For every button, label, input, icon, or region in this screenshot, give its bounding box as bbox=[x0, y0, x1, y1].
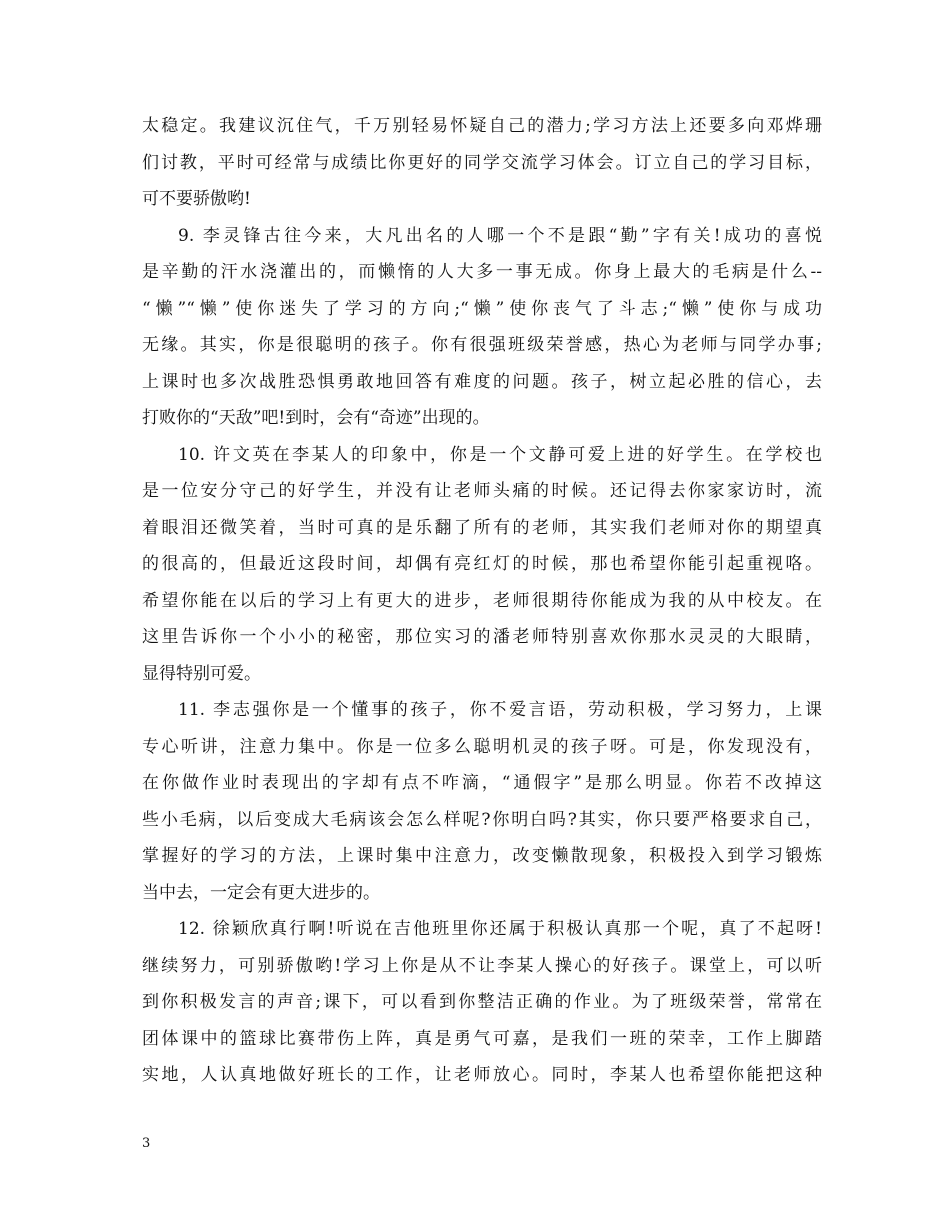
text-line: 们讨教，平时可经常与成绩比你更好的同学交流学习体会。订立自己的学习目标， bbox=[142, 152, 822, 173]
text-line: “懒”“懒”使你迷失了学习的方向;“懒”使你丧气了斗志;“懒”使你与成功 bbox=[142, 298, 822, 319]
text-line: 团体课中的篮球比赛带伤上阵，真是勇气可嘉，是我们一班的荣幸，工作上脚踏 bbox=[142, 1028, 822, 1049]
text-line: 9. 李灵锋古往今来，大凡出名的人哪一个不是跟“勤”字有关!成功的喜悦 bbox=[178, 225, 822, 246]
text-line: 上课时也多次战胜恐惧勇敢地回答有难度的问题。孩子，树立起必胜的信心，去 bbox=[142, 371, 822, 392]
text-line: 打败你的“天敌”吧!到时，会有“奇迹”出现的。 bbox=[142, 408, 490, 428]
page-number: 3 bbox=[142, 1136, 151, 1151]
text-line: 12. 徐颖欣真行啊!听说在吉他班里你还属于积极认真那一个呢，真了不起呀! bbox=[178, 919, 822, 939]
text-line: 太稳定。我建议沉住气，千万别轻易怀疑自己的潜力;学习方法上还要多向邓烨珊 bbox=[142, 116, 822, 136]
text-line: 无缘。其实，你是很聪明的孩子。你有很强班级荣誉感，热心为老师与同学办事; bbox=[142, 335, 822, 355]
text-line: 实地，人认真地做好班长的工作，让老师放心。同时，李某人也希望你能把这种 bbox=[142, 1065, 822, 1085]
body-text bbox=[142, 108, 822, 1094]
text-line: 继续努力，可别骄傲哟!学习上你是从不让李某人操心的好孩子。课堂上，可以听 bbox=[142, 955, 822, 976]
text-line: 希望你能在以后的学习上有更大的进步，老师很期待你能成为我的从中校友。在 bbox=[142, 590, 822, 611]
text-line: 到你积极发言的声音;课下，可以看到你整洁正确的作业。为了班级荣誉，常常在 bbox=[142, 992, 822, 1012]
text-line: 些小毛病，以后变成大毛病该会怎么样呢?你明白吗?其实，你只要严格要求自己， bbox=[142, 809, 822, 830]
text-line: 掌握好的学习的方法，上课时集中注意力，改变懒散现象，积极投入到学习锻炼 bbox=[142, 846, 822, 866]
text-line: 可不要骄傲哟! bbox=[142, 189, 251, 209]
text-line: 着眼泪还微笑着，当时可真的是乐翻了所有的老师，其实我们老师对你的期望真 bbox=[142, 517, 822, 538]
text-line: 显得特别可爱。 bbox=[142, 663, 261, 684]
text-line: 这里告诉你一个小小的秘密，那位实习的潘老师特别喜欢你那水灵灵的大眼睛， bbox=[142, 627, 822, 647]
text-line: 当中去，一定会有更大进步的。 bbox=[142, 882, 380, 903]
text-line: 是一位安分守己的好学生，并没有让老师头痛的时候。还记得去你家家访时，流 bbox=[142, 481, 822, 501]
text-line: 在你做作业时表现出的字却有点不咋滴，“通假字”是那么明显。你若不改掉这 bbox=[142, 773, 822, 793]
text-line: 是辛勤的汗水浇灌出的，而懒惰的人大多一事无成。你身上最大的毛病是什么-- bbox=[142, 262, 822, 282]
text-line: 专心听讲，注意力集中。你是一位多么聪明机灵的孩子呀。可是，你发现没有， bbox=[142, 736, 822, 757]
text-line: 11. 李志强你是一个懂事的孩子，你不爱言语，劳动积极，学习努力，上课 bbox=[178, 700, 822, 720]
text-line: 的很高的，但最近这段时间，却偶有亮红灯的时候，那也希望你能引起重视咯。 bbox=[142, 554, 822, 574]
text-line: 10. 许文英在李某人的印象中，你是一个文静可爱上进的好学生。在学校也 bbox=[178, 444, 822, 465]
